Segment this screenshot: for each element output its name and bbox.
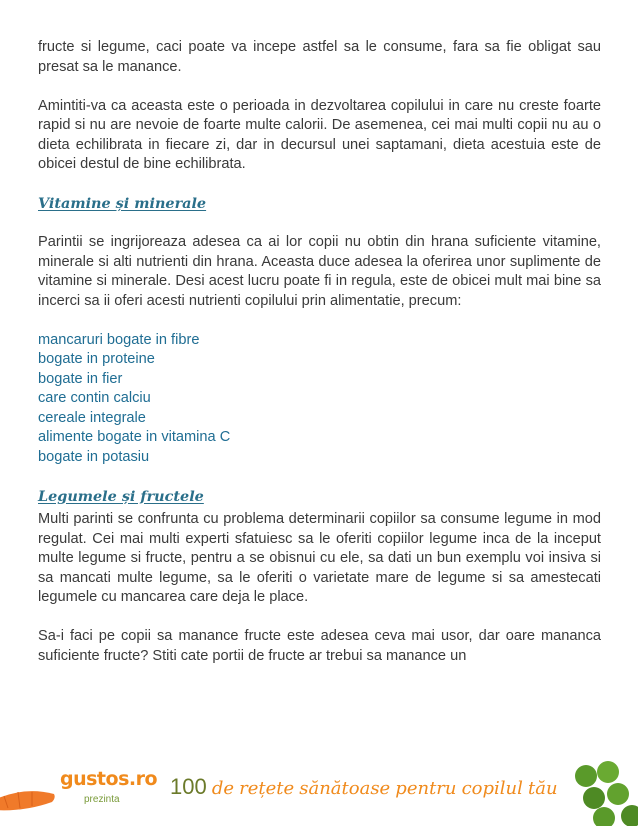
nutrient-link-list bbox=[38, 331, 601, 468]
brand-name: gustos.ro bbox=[60, 768, 158, 790]
link-item[interactable]: mancaruri bogate in fibre bbox=[38, 331, 200, 348]
gustos-logo[interactable] bbox=[56, 766, 156, 818]
paragraph: Amintiti-va ca aceasta este o perioada in dezvoltarea copilului in care nu creste foarte rapid si nu are nevoie de foarte multe calorii. De asemenea, cei mai multi copii nu au o dieta echilibrata in fiecare zi, dar in decursul unei saptamani, dieta acestuia este de obicei destul de bine echilibrata. bbox=[38, 97, 601, 172]
tagline-number: 100 bbox=[170, 774, 207, 799]
paragraph: fructe si legume, caci poate va incepe astfel sa le consume, fara sa fie obligat sau presat sa le manance. bbox=[38, 39, 601, 75]
link-item[interactable]: alimente bogate in vitamina C bbox=[38, 429, 231, 445]
tagline-word: tău bbox=[528, 778, 558, 799]
paragraph: Parintii se ingrijoreaza adesea ca ai lor copii nu obtin din hrana suficiente vitamine, minerale si alti nutrienti din hrana. Aceasta duce adesea la oferirea unor suplimente de vitamine si minerale. Desi acest lucru poate fi in regula, este de obicei mult mai bine sa incerci sa ii oferi acesti nutrienti copilului prin alimentatie, precum: bbox=[38, 234, 601, 309]
tagline-word: sănătoase bbox=[299, 778, 391, 799]
peas-icon bbox=[574, 756, 638, 826]
brand-subtitle: prezinta bbox=[84, 794, 120, 805]
footer-tagline bbox=[170, 774, 558, 800]
tagline-word: rețete bbox=[239, 778, 295, 799]
paragraph: Sa-i faci pe copii sa manance fructe este adesea ceva mai usor, dar oare mananca suficiente fructe? Stiti cate portii de fructe ar trebui sa manance un bbox=[38, 628, 601, 664]
link-item[interactable]: bogate in potasiu bbox=[38, 448, 150, 465]
link-item[interactable]: care contin calciu bbox=[38, 390, 151, 406]
link-item[interactable]: bogate in fier bbox=[38, 370, 123, 387]
tagline-word: pentru bbox=[395, 778, 457, 799]
paragraph: Multi parinti se confrunta cu problema determinarii copiilor sa consume legume in mod regulat. Cei mai multi experti sfatuiesc sa le oferiti copiilor legume inca de la inceput multe legume si fructe, pentru a se obisnui cu ele, sa dati un bun exemplu voi insiva si sa mancati multe legume, sa le oferiti o varietate mare de legume si sa amestecati legumele cu mancarea care deja le place. bbox=[38, 511, 601, 605]
link-item[interactable]: cereale integrale bbox=[38, 409, 146, 426]
link-item[interactable]: bogate in proteine bbox=[38, 351, 155, 367]
section-heading-vitamins: Vitamine și minerale bbox=[38, 195, 207, 212]
carrot-icon bbox=[0, 780, 58, 816]
document-body bbox=[38, 38, 601, 686]
footer-banner bbox=[0, 752, 638, 826]
tagline-word: copilul bbox=[461, 778, 523, 799]
section-heading-vegetables: Legumele și fructele bbox=[38, 487, 204, 505]
tagline-word: de bbox=[211, 778, 234, 799]
